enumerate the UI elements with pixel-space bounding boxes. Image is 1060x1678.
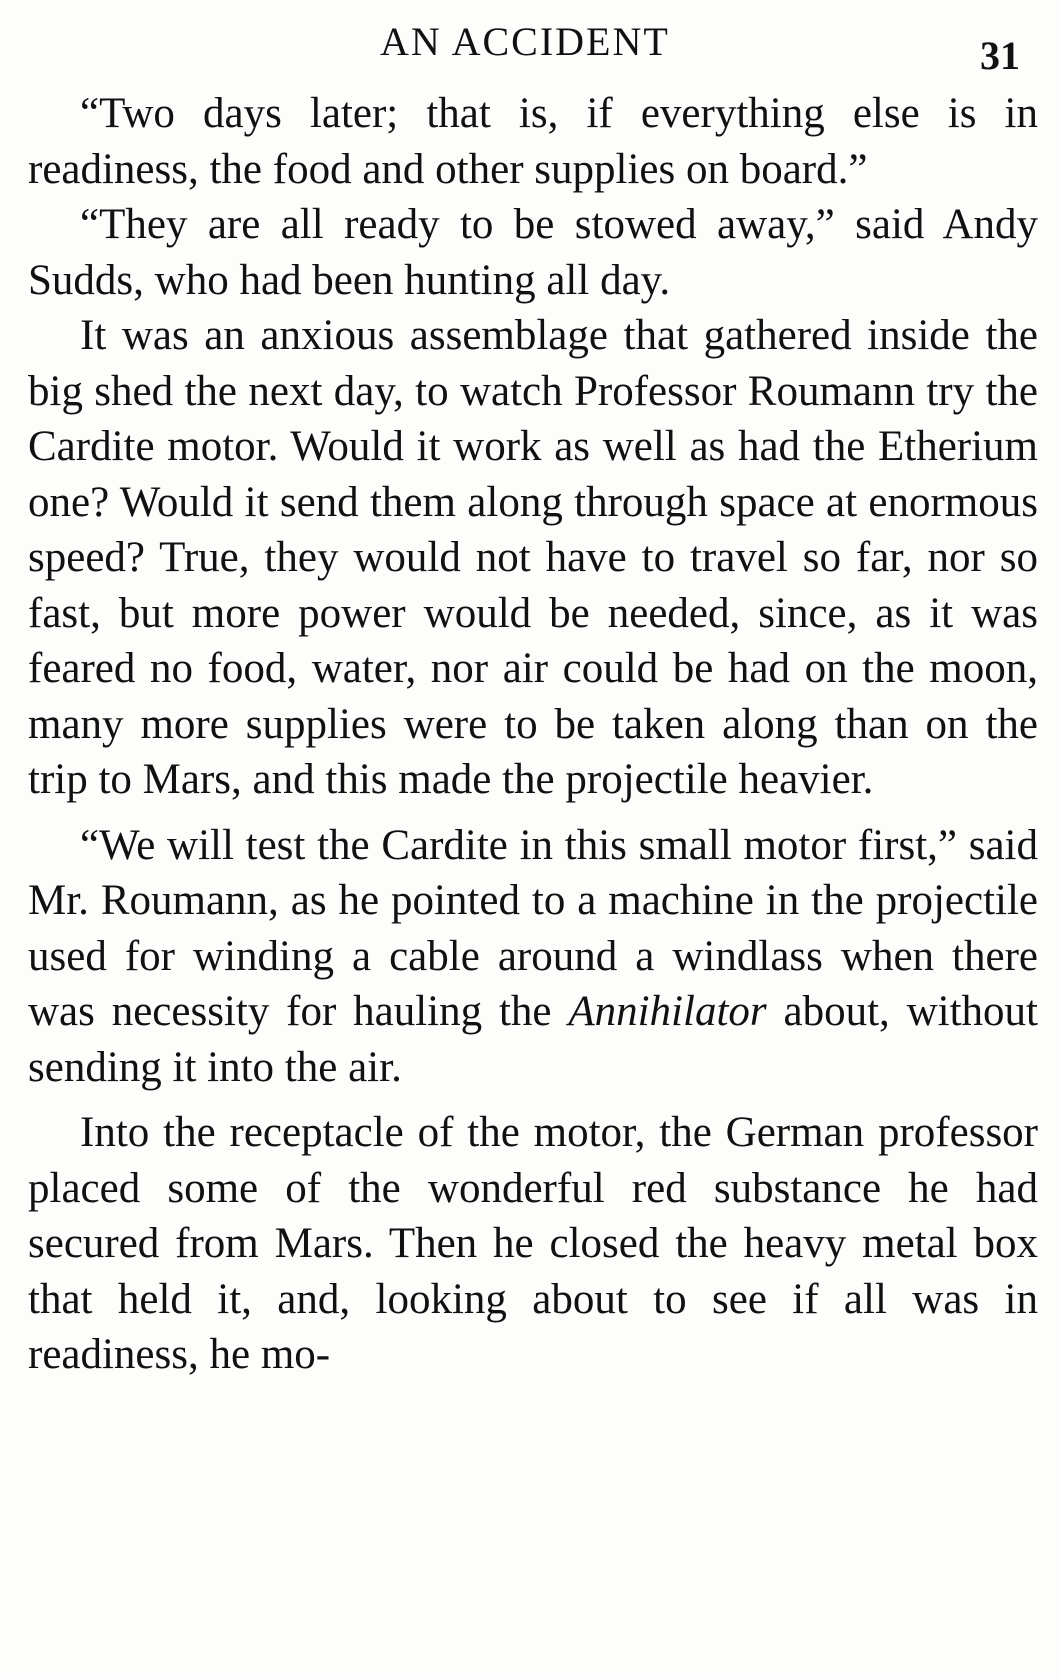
paragraph-4-text-before: “We will test the Cardite in this small motor first,” said Mr. Roumann, as he pointed to a machine in the projectile used for winding a cable around a windlass when there was necessity for hauling the <box>28 821 1038 1035</box>
ship-name-emphasis: Annihilator <box>568 988 767 1035</box>
paragraph-5: Into the receptacle of the motor, the German professor placed some of the wonderful red substance he had secured from Mars. Then he closed the heavy metal box that held it, and, looking about to see if all was in readiness, he mo- <box>28 1109 1038 1378</box>
paragraph-1: “Two days later; that is, if everything else is in readiness, the food and other supplies on board.” <box>28 90 1038 193</box>
body-text <box>28 86 1038 1383</box>
page-number: 31 <box>980 33 1020 78</box>
paragraph-4-text-after: about, without sending it into the air. <box>28 988 1038 1091</box>
paragraph-4 <box>28 818 1038 1096</box>
page-header <box>0 18 1060 78</box>
paragraph-3: It was an anxious assemblage that gathered inside the big shed the next day, to watch Professor Roumann try the Cardite motor. Would it work as well as had the Etherium one? Would it send them along through space at enormous speed? True, they would not have to travel so far, nor so fast, but more power would be needed, since, as it was feared no food, water, nor air could be had on the moon, many more supplies were to be taken along than on the trip to Mars, and this made the projectile heavier. <box>28 312 1038 803</box>
running-head: AN ACCIDENT <box>380 19 670 64</box>
paragraph-2: “They are all ready to be stowed away,” said Andy Sudds, who had been hunting all day. <box>28 201 1038 304</box>
